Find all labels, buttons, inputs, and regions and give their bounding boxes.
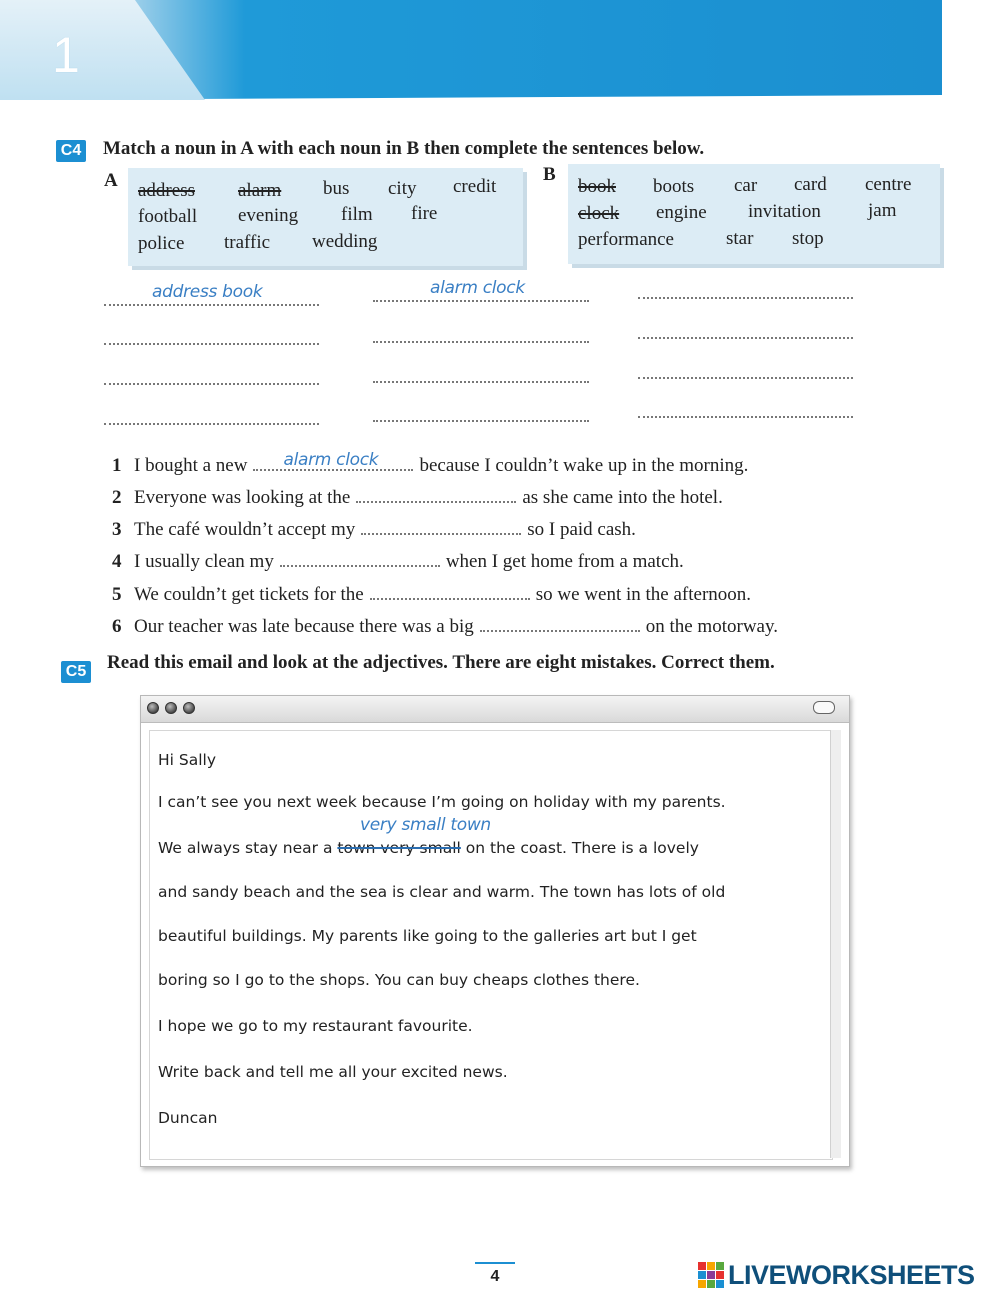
email-greeting: Hi Sally bbox=[158, 751, 217, 769]
email-line-4: beautiful buildings. My parents like going to the galleries art but I get bbox=[158, 927, 697, 945]
sentence-before: We couldn’t get tickets for the bbox=[134, 584, 364, 605]
email-signoff: Duncan bbox=[158, 1109, 218, 1127]
sentence-3 bbox=[112, 519, 636, 541]
sentence-before: Everyone was looking at the bbox=[134, 487, 351, 508]
box-a-letter: A bbox=[104, 170, 118, 191]
sentence-blank-3[interactable] bbox=[361, 532, 521, 535]
word-b-clock: clock bbox=[578, 203, 620, 224]
word-b-engine: engine bbox=[656, 202, 707, 223]
compound-answer-1: address book bbox=[152, 282, 263, 302]
section-badge-c5: C5 bbox=[61, 661, 91, 683]
sentence-6 bbox=[112, 616, 778, 638]
liveworksheets-grid-icon bbox=[698, 1262, 724, 1288]
sentence-before: I usually clean my bbox=[134, 551, 274, 572]
section-badge-c4: C4 bbox=[56, 140, 86, 162]
sentence-blank-1[interactable] bbox=[253, 450, 413, 471]
compound-blank-8[interactable] bbox=[373, 381, 589, 383]
sentence-after: so we went in the afternoon. bbox=[535, 584, 752, 605]
unit-number: 1 bbox=[52, 27, 80, 83]
word-a-alarm: alarm bbox=[238, 180, 282, 201]
email-line-1: I can’t see you next week because I’m going on holiday with my parents. bbox=[158, 793, 726, 811]
compound-blank-11[interactable] bbox=[373, 420, 589, 422]
email-line-6: I hope we go to my restaurant favourite. bbox=[158, 1017, 473, 1035]
sentence-blank-5[interactable] bbox=[370, 597, 530, 600]
email-line-3: and sandy beach and the sea is clear and warm. The town has lots of old bbox=[158, 883, 726, 901]
liveworksheets-logo[interactable] bbox=[698, 1260, 975, 1290]
compound-blank-4[interactable] bbox=[104, 343, 319, 345]
sentence-before: I bought a new bbox=[134, 455, 248, 476]
sentence-number: 4 bbox=[112, 551, 122, 572]
compound-blank-12[interactable] bbox=[638, 416, 853, 418]
word-b-boots: boots bbox=[653, 176, 695, 197]
word-a-film: film bbox=[341, 204, 373, 225]
sentence-number: 5 bbox=[112, 584, 122, 605]
toolbar-toggle-icon[interactable] bbox=[813, 701, 835, 714]
minimize-window-icon[interactable] bbox=[165, 702, 177, 714]
sentence-before: The café wouldn’t accept my bbox=[134, 519, 356, 540]
email-line-2 bbox=[158, 839, 699, 857]
sentence-blank-2[interactable] bbox=[356, 500, 516, 503]
word-a-credit: credit bbox=[453, 176, 497, 197]
word-b-centre: centre bbox=[865, 174, 912, 195]
sentence-blank-6[interactable] bbox=[480, 629, 640, 632]
box-b-letter: B bbox=[543, 164, 556, 185]
word-a-city: city bbox=[388, 178, 417, 199]
word-a-traffic: traffic bbox=[224, 232, 271, 253]
sentence-blank-4[interactable] bbox=[280, 564, 440, 567]
email-titlebar bbox=[141, 696, 849, 723]
sentence-after: on the motorway. bbox=[645, 616, 778, 637]
word-b-book: book bbox=[578, 176, 616, 197]
sentence-after: so I paid cash. bbox=[527, 519, 636, 540]
sentence-after: because I couldn’t wake up in the morning. bbox=[419, 455, 749, 476]
word-a-bus: bus bbox=[323, 178, 350, 199]
word-a-football: football bbox=[138, 206, 198, 227]
compound-blank-1[interactable] bbox=[104, 304, 319, 306]
compound-answer-2: alarm clock bbox=[430, 278, 525, 298]
word-b-performance: performance bbox=[578, 229, 674, 250]
c4-instruction: Match a noun in A with each noun in B then complete the sentences below. bbox=[103, 138, 705, 159]
zoom-window-icon[interactable] bbox=[183, 702, 195, 714]
word-b-invitation: invitation bbox=[748, 201, 821, 222]
email-correction: very small town bbox=[360, 815, 491, 835]
liveworksheets-logo-text: LIVEWORKSHEETS bbox=[728, 1259, 975, 1290]
sentence-number: 1 bbox=[112, 455, 122, 476]
word-a-evening: evening bbox=[238, 205, 299, 226]
email-scrollbar[interactable] bbox=[830, 730, 841, 1158]
sentence-number: 3 bbox=[112, 519, 122, 540]
email-line-2-before: We always stay near a bbox=[158, 839, 333, 857]
sentence-4 bbox=[112, 551, 684, 573]
sentence-1 bbox=[112, 450, 749, 477]
word-a-address: address bbox=[138, 180, 195, 201]
compound-blank-10[interactable] bbox=[104, 423, 319, 425]
sentence-answer-1: alarm clock bbox=[283, 450, 379, 470]
word-a-police: police bbox=[138, 233, 185, 254]
email-line-5: boring so I go to the shops. You can buy cheaps clothes there. bbox=[158, 971, 640, 989]
word-a-wedding: wedding bbox=[312, 231, 378, 252]
c5-instruction: Read this email and look at the adjectives. There are eight mistakes. Correct them. bbox=[107, 652, 775, 673]
compound-blank-6[interactable] bbox=[638, 337, 853, 339]
sentence-after: when I get home from a match. bbox=[445, 551, 684, 572]
word-b-stop: stop bbox=[792, 228, 824, 249]
sentence-before: Our teacher was late because there was a big bbox=[134, 616, 474, 637]
email-body bbox=[149, 730, 833, 1160]
compound-blank-5[interactable] bbox=[373, 341, 589, 343]
email-line-7: Write back and tell me all your excited news. bbox=[158, 1063, 508, 1081]
compound-blank-9[interactable] bbox=[638, 377, 853, 379]
compound-blank-7[interactable] bbox=[104, 383, 319, 385]
sentence-2 bbox=[112, 487, 723, 509]
email-line-2-after: on the coast. There is a lovely bbox=[465, 839, 699, 857]
word-b-car: car bbox=[734, 175, 758, 196]
close-window-icon[interactable] bbox=[147, 702, 159, 714]
email-window bbox=[140, 695, 850, 1167]
word-b-star: star bbox=[726, 228, 754, 249]
word-a-fire: fire bbox=[411, 203, 438, 224]
word-box-a bbox=[128, 168, 523, 266]
word-b-card: card bbox=[794, 174, 827, 195]
compound-blank-2[interactable] bbox=[373, 300, 589, 302]
sentence-number: 2 bbox=[112, 487, 122, 508]
compound-blank-3[interactable] bbox=[638, 297, 853, 299]
email-line-2-struck: town very small bbox=[337, 839, 461, 857]
page-number: 4 bbox=[475, 1262, 515, 1286]
sentence-number: 6 bbox=[112, 616, 122, 637]
sentence-5 bbox=[112, 584, 751, 606]
word-b-jam: jam bbox=[868, 200, 897, 221]
sentence-after: as she came into the hotel. bbox=[522, 487, 723, 508]
word-box-b bbox=[568, 164, 940, 264]
